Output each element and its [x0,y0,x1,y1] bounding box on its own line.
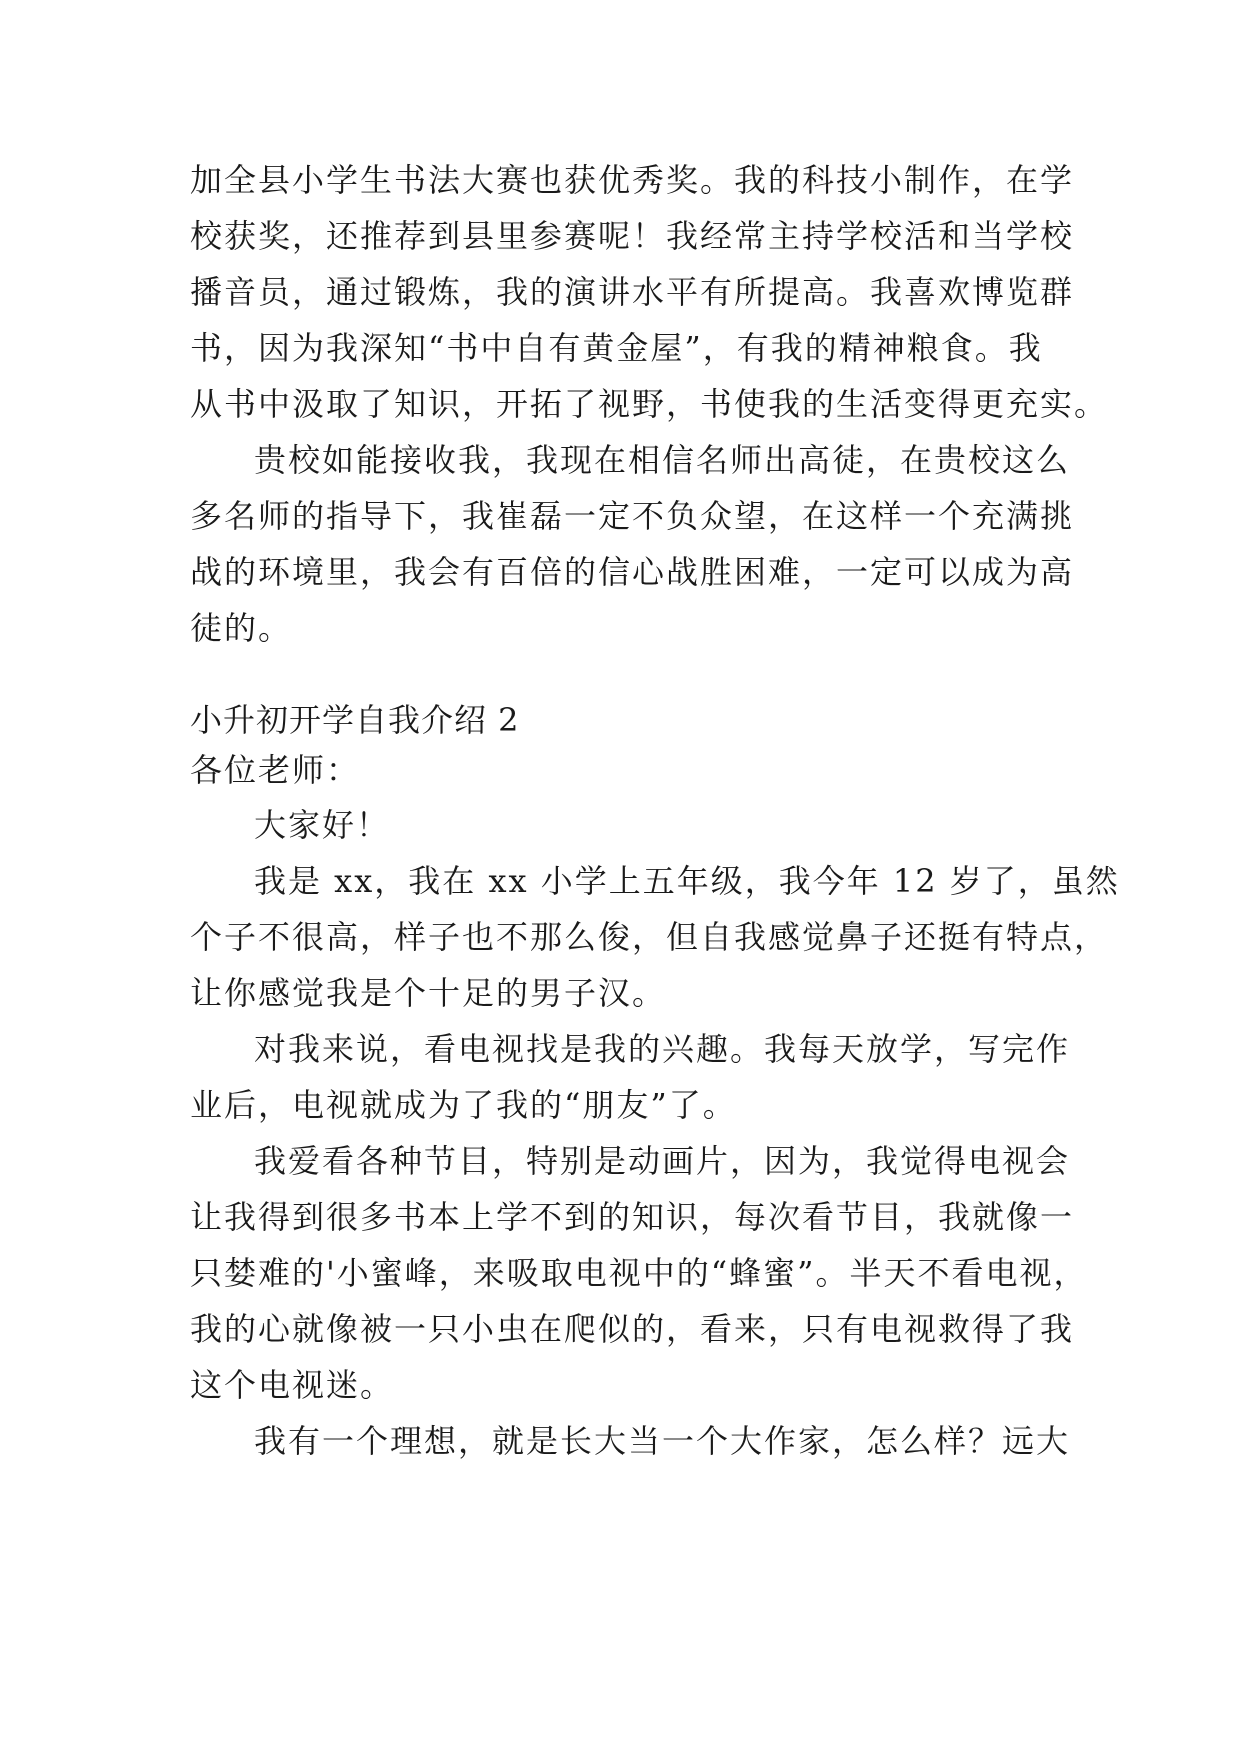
text-line: 从书中汲取了知识，开拓了视野，书使我的生活变得更充实。 [190,385,1109,423]
text-line: 个子不很高，样子也不那么俊，但自我感觉鼻子还挺有特点， [190,918,1109,956]
paragraph-first-line: 我是 xx，我在 xx 小学上五年级，我今年 12 岁了，虽然 [254,862,1120,900]
text-line: 校获奖，还推荐到县里参赛呢！我经常主持学校活和当学校 [190,217,1075,255]
text-line: 书，因为我深知“书中自有黄金屋”，有我的精神粮食。我 [190,329,1043,367]
text-line: 我的心就像被一只小虫在爬似的，看来，只有电视救得了我 [190,1310,1075,1348]
text-line: 加全县小学生书法大赛也获优秀奖。我的科技小制作，在学 [190,161,1075,199]
greeting: 大家好！ [254,806,391,844]
text-line: 这个电视迷。 [190,1366,395,1404]
text-line: 让我得到很多书本上学不到的知识，每次看节目，我就像一 [190,1198,1075,1236]
text-line: 业后，电视就成为了我的“朋友”了。 [190,1086,737,1124]
text-line: 播音员，通过锻炼，我的演讲水平有所提高。我喜欢博览群 [190,273,1075,311]
paragraph-first-line: 我有一个理想，就是长大当一个大作家，怎么样？远大 [254,1422,1071,1460]
text-line: 让你感觉我是个十足的男子汉。 [190,974,667,1012]
section-title: 小升初开学自我介绍 2 [190,701,520,739]
paragraph-first-line: 对我来说，看电视找是我的兴趣。我每天放学，写完作 [254,1030,1071,1068]
paragraph-first-line: 贵校如能接收我，我现在相信名师出高徒，在贵校这么 [254,441,1071,479]
text-line: 多名师的指导下，我崔磊一定不负众望，在这样一个充满挑 [190,497,1075,535]
paragraph-first-line: 我爱看各种节目，特别是动画片，因为，我觉得电视会 [254,1142,1071,1180]
text-line: 只婪难的'小蜜峰，来吸取电视中的“蜂蜜”。半天不看电视， [190,1254,1088,1292]
text-line: 徒的。 [190,609,293,647]
salutation: 各位老师： [190,751,361,789]
text-line: 战的环境里，我会有百倍的信心战胜困难，一定可以成为高 [190,553,1075,591]
